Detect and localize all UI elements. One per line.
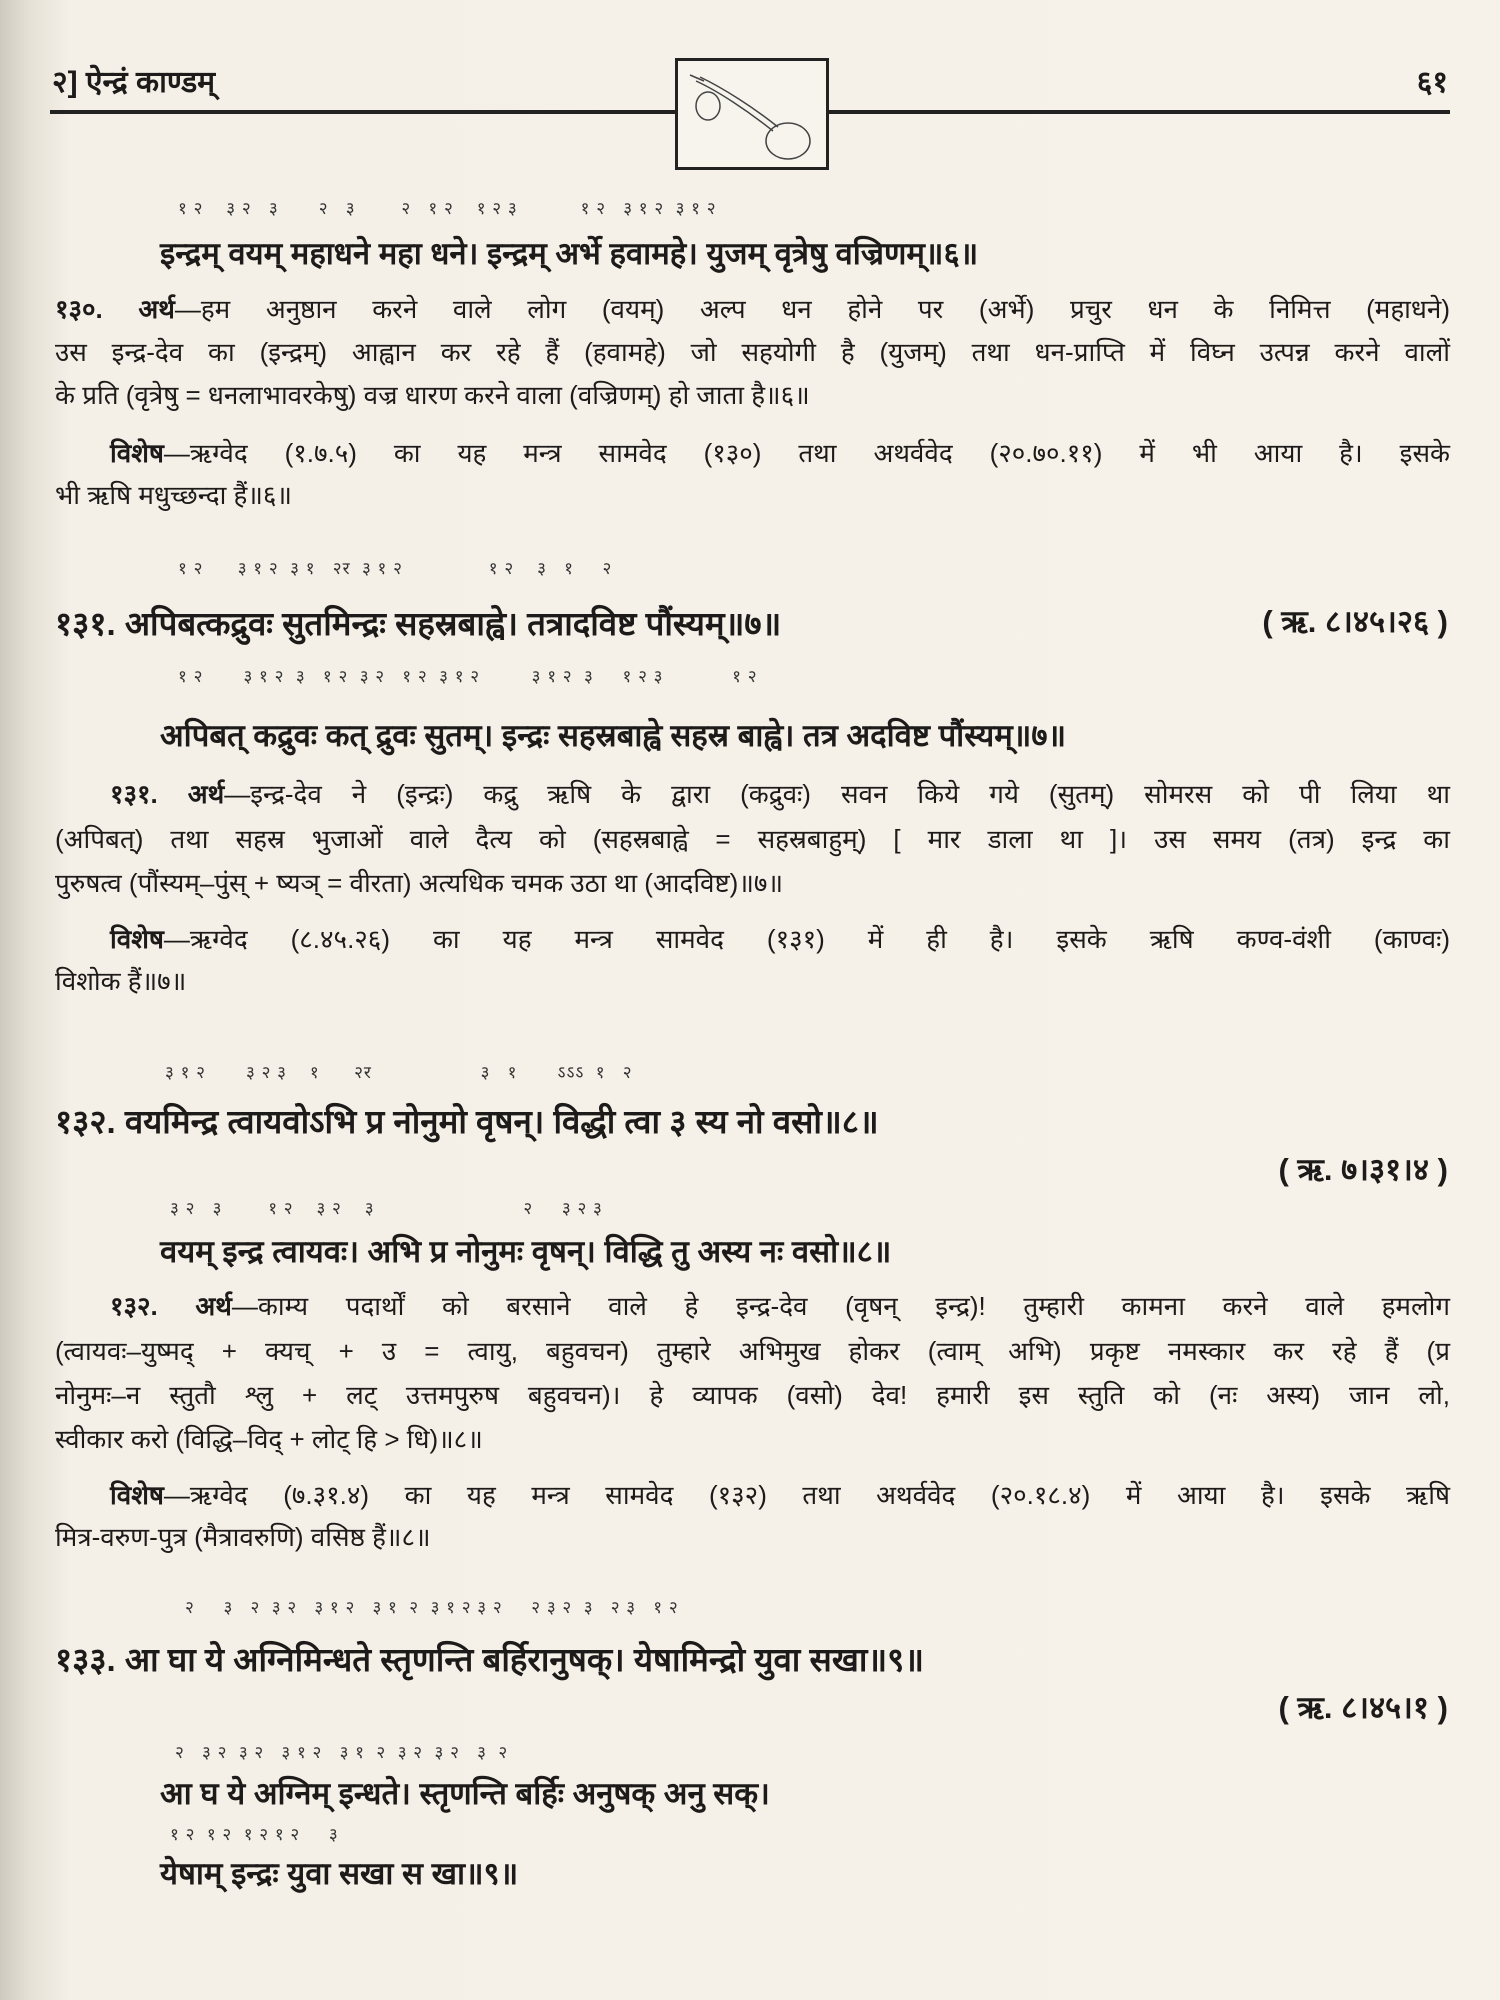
- page-number: ६१: [1416, 66, 1448, 99]
- svara-marks: १ २ ३ १ २ ३ १ २र ३ १ २ १ २ ३ १ २: [178, 559, 613, 578]
- artha-line: उस इन्द्र-देव का (इन्द्रम्) आह्वान कर रहे हैं (हवामहे) जो सहयोगी है (युजम्) तथा धन-प्राप्ति में विघ्न उत्पन्न करने वालों: [55, 337, 1450, 367]
- verse-pada: येषाम् इन्द्रः युवा सखा स खा॥९॥: [160, 1856, 519, 1891]
- svara-marks: १ २ ३ १ २ ३ १ २ ३ २ १ २ ३ १ २ ३ १ २ ३ १ २ ३ १ २: [178, 667, 758, 686]
- vishesh-label: विशेष: [110, 924, 164, 954]
- artha-line: (त्वायवः–युष्मद् + क्यच् + उ = त्वायु, बहुवचन) तुम्हारे अभिमुख होकर (त्वाम् अभि) प्रकृष्ट नमस्कार कर रहे हैं (प्र: [55, 1336, 1450, 1366]
- vishesh-line: मित्र-वरुण-पुत्र (मैत्रावरुणि) वसिष्ठ हैं॥८॥: [55, 1522, 431, 1552]
- svara-marks: ३ १ २ ३ २ ३ १ २र ३ १ ऽऽऽ १ २: [165, 1063, 633, 1082]
- header-rule-right: [825, 110, 1450, 114]
- vishesh-label: विशेष: [110, 1480, 164, 1510]
- artha-line: [55, 1287, 1450, 1323]
- svara-marks: ३ २ ३ १ २ ३ २ ३ २ ३ २ ३: [170, 1199, 603, 1218]
- svara-marks: १ २ १ २ १ २ १ २ ३: [170, 1825, 339, 1844]
- svara-marks: २ ३ २ ३ २ ३ १ २ ३ १ २ ३ २ ३ २ ३ २: [175, 1743, 509, 1762]
- verse-pada: आ घ ये अग्निम् इन्धते। स्तृणन्ति बर्हिः अनुषक् अनु सक्।: [160, 1776, 770, 1811]
- svara-marks: २ ३ २ ३ २ ३ १ २ ३ १ २ ३ १ २ ३ २ २ ३ २ ३ २ ३ १ २: [185, 1598, 679, 1617]
- rigveda-reference: ( ऋ. ८।४५।२६ ): [1262, 604, 1448, 639]
- artha-line: के प्रति (वृत्रेषु = धनलाभावरकेषु) वज्र धारण करने वाला (वज्रिणम्) हो जाता है॥६॥: [55, 380, 810, 410]
- verse-text: १३१. अपिबत्कद्रुवः सुतमिन्द्रः सहस्रबाह्वे। तत्रादविष्ट पौंस्यम्॥७॥: [55, 605, 782, 642]
- artha-line: [55, 775, 1450, 811]
- vishesh-line: भी ऋषि मधुच्छन्दा हैं॥६॥: [55, 480, 293, 510]
- vishesh-line: [55, 1476, 1450, 1512]
- vishesh-line: [55, 920, 1450, 956]
- artha-line: स्वीकार करो (विद्धि–विद् + लोट् हि > धि)॥८॥: [55, 1424, 483, 1454]
- artha-text: —काम्य पदार्थों को बरसाने वाले हे इन्द्र-देव (वृषन् इन्द्र)! तुम्हारी कामना करने वाले हमलोग: [231, 1291, 1450, 1321]
- vishesh-text: —ऋग्वेद (१.७.५) का यह मन्त्र सामवेद (१३०) तथा अथर्ववेद (२०.७०.११) में भी आया है। इसके: [163, 438, 1450, 468]
- vishesh-line: [55, 434, 1450, 470]
- rigveda-reference: ( ऋ. ८।४५।१ ): [1278, 1690, 1448, 1725]
- vishesh-line: विशोक हैं॥७॥: [55, 966, 187, 996]
- verse-pada: इन्द्रम् वयम् महाधने महा धने। इन्द्रम् अर्भे हवामहे। युजम् वृत्रेषु वज्रिणम्॥६॥: [160, 236, 979, 271]
- artha-line: (अपिबत्) तथा सहस्र भुजाओं वाले दैत्य को (सहस्रबाह्वे = सहस्रबाहुम्) [ मार डाला था ]। उस समय (तत्र) इन्द्र का: [55, 824, 1450, 854]
- artha-line: नोनुमः–न स्तुतौ श्लु + लट् उत्तमपुरुष बहुवचन)। हे व्यापक (वसो) देव! हमारी इस स्तुति को (नः अस्य) जान लो,: [55, 1380, 1450, 1410]
- vishesh-text: —ऋग्वेद (८.४५.२६) का यह मन्त्र सामवेद (१३१) में ही है। इसके ऋषि कण्व-वंशी (काण्वः): [163, 924, 1450, 954]
- artha-label: १३२. अर्थ: [110, 1291, 232, 1321]
- rigveda-reference: ( ऋ. ७।३१।४ ): [1278, 1152, 1448, 1187]
- artha-line: [55, 290, 1450, 326]
- artha-text: —इन्द्र-देव ने (इन्द्रः) कद्रु ऋषि के द्वारा (कद्रुवः) सवन किये गये (सुतम्) सोमरस को पी लिया था: [224, 779, 1450, 809]
- artha-label: १३१. अर्थ: [110, 779, 225, 809]
- verse-pada: अपिबत् कद्रुवः कत् द्रुवः सुतम्। इन्द्रः सहस्रबाह्वे सहस्र बाह्वे। तत्र अदविष्ट पौंस्यम्॥७॥: [160, 718, 1067, 753]
- vishesh-label: विशेष: [110, 438, 164, 468]
- verse-text: १३३. आ घा ये अग्निमिन्धते स्तृणन्ति बर्हिरानुषक्। येषामिन्द्रो युवा सखा॥९॥: [55, 1641, 925, 1678]
- artha-label: १३०. अर्थ: [55, 294, 175, 324]
- running-header: २] ऐन्द्रं काण्डम्: [52, 66, 216, 99]
- artha-line: पुरुषत्व (पौंस्यम्–पुंस् + ष्यञ् = वीरता) अत्यधिक चमक उठा था (आदविष्ट)॥७॥: [55, 868, 784, 898]
- verse-pada: वयम् इन्द्र त्वायवः। अभि प्र नोनुमः वृषन्। विद्धि तु अस्य नः वसो॥८॥: [160, 1234, 892, 1269]
- header-rule-left: [50, 110, 675, 114]
- artha-text: —हम अनुष्ठान करने वाले लोग (वयम्) अल्प धन होने पर (अर्भे) प्रचुर धन के निमित्त (महाधने): [174, 294, 1450, 324]
- veena-icon: [675, 58, 829, 170]
- svara-marks: १ २ ३ २ ३ २ ३ २ १ २ १ २ ३ १ २ ३ १ २ ३ १ २: [178, 199, 717, 218]
- verse-text: १३२. वयमिन्द्र त्वायवोऽभि प्र नोनुमो वृषन्। विद्धी त्वा ३ स्य नो वसो॥८॥: [55, 1103, 879, 1140]
- vishesh-text: —ऋग्वेद (७.३१.४) का यह मन्त्र सामवेद (१३२) तथा अथर्ववेद (२०.१८.४) में आया है। इसके ऋषि: [163, 1480, 1450, 1510]
